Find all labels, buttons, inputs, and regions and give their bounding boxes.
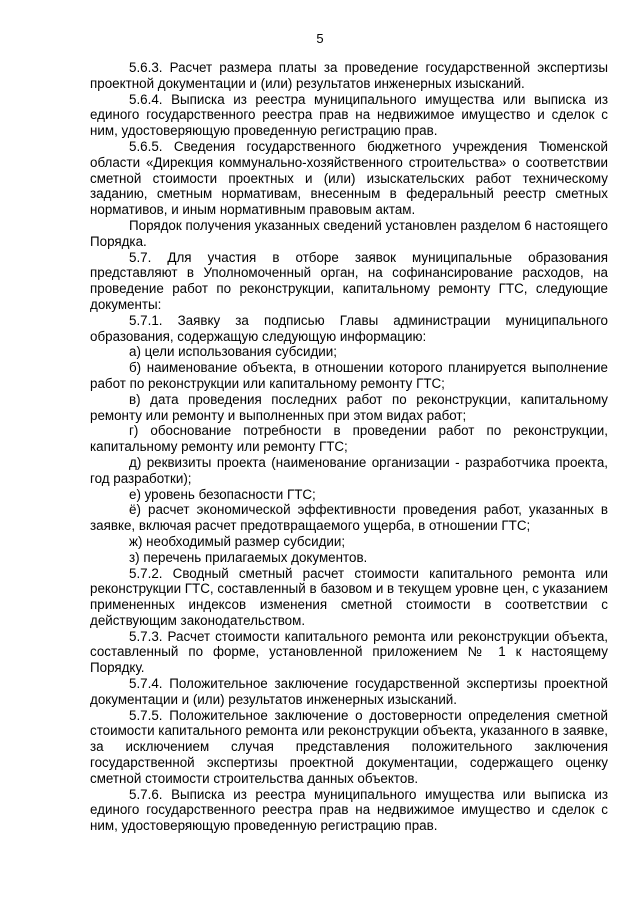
paragraph-5-7-5: 5.7.5. Положительное заключение о достоверности определения сметной стоимости капитального ремонта или реконструкции объекта, указанного в заявке, за исключением случая представления положительного заключения государственной экспертизы проектной документации, содержащего оценку сметной стоимости строительства данных объектов. [90,707,608,786]
list-item-v: в) дата проведения последних работ по реконструкции, капитальному ремонту или ремонту и выполненных при этом видах работ; [90,391,608,423]
paragraph-5-7-2: 5.7.2. Сводный сметный расчет стоимости капитального ремонта или реконструкции ГТС, составленный в базовом и в текущем уровне цен, с указанием примененных индексов изменения сметной стоимости в соответствии с действующим законодательством. [90,565,608,628]
list-item-g: г) обоснование потребности в проведении работ по реконструкции, капитальному ремонту или ремонту ГТС; [90,423,608,455]
paragraph-5-7-6: 5.7.6. Выписка из реестра муниципального имущества или выписка из единого государственного реестра прав на недвижимое имущество и сделок с ним, удостоверяющую проведенную регистрацию прав. [90,786,608,834]
list-item-z: з) перечень прилагаемых документов. [129,549,368,565]
paragraph-5-7: 5.7. Для участия в отборе заявок муниципальные образования представляют в Уполномоченный орган, на софинансирование расходов, на проведение работ по реконструкции, капитальному ремонту ГТС, следующие документы: [90,249,608,312]
paragraph-5-7-3: 5.7.3. Расчет стоимости капитального ремонта или реконструкции объекта, составленный по форме, установленной приложением № 1 к настоящему Порядку. [90,628,608,676]
paragraph-5-6-3: 5.6.3. Расчет размера платы за проведение государственной экспертизы проектной документации и (или) результатов инженерных изысканий. [90,60,608,91]
list-item-d: д) реквизиты проекта (наименование организации - разработчика проекта, год разработки); [90,454,608,486]
list-item-e: е) уровень безопасности ГТС; [129,486,316,502]
document-body [90,60,608,834]
page-number: 5 [316,31,324,46]
paragraph-5-6-5: 5.6.5. Сведения государственного бюджетного учреждения Тюменской области «Дирекция коммунально-хозяйственного строительства» о соответствии сметной стоимости проектных и (или) изыскательских работ техническому заданию, сметным нормативам, внесенным в федеральный реестр сметных нормативов, и иным нормативным правовым актам. [90,138,608,218]
paragraph-5-6-4: 5.6.4. Выписка из реестра муниципального имущества или выписка из единого государственного реестра прав на недвижимое имущество и сделок с ним, удостоверяющую проведенную регистрацию прав. [90,91,608,139]
paragraph-procedure-note: Порядок получения указанных сведений установлен разделом 6 настоящего Порядка. [90,217,608,249]
list-item-a: а) цели использования субсидии; [129,344,337,360]
list-item-zh: ж) необходимый размер субсидии; [129,533,346,549]
paragraph-5-7-1: 5.7.1. Заявку за подписью Главы администрации муниципального образования, содержащую следующую информацию: [90,312,608,344]
paragraph-5-7-4: 5.7.4. Положительное заключение государственной экспертизы проектной документации и (или) результатов инженерных изысканий. [90,676,608,707]
list-item-b: б) наименование объекта, в отношении которого планируется выполнение работ по реконструкции или капитальному ремонту ГТС; [90,360,608,391]
list-item-yo: ё) расчет экономической эффективности проведения работ, указанных в заявке, включая расчет предотвращаемого ущерба, в отношении ГТС; [90,502,608,534]
